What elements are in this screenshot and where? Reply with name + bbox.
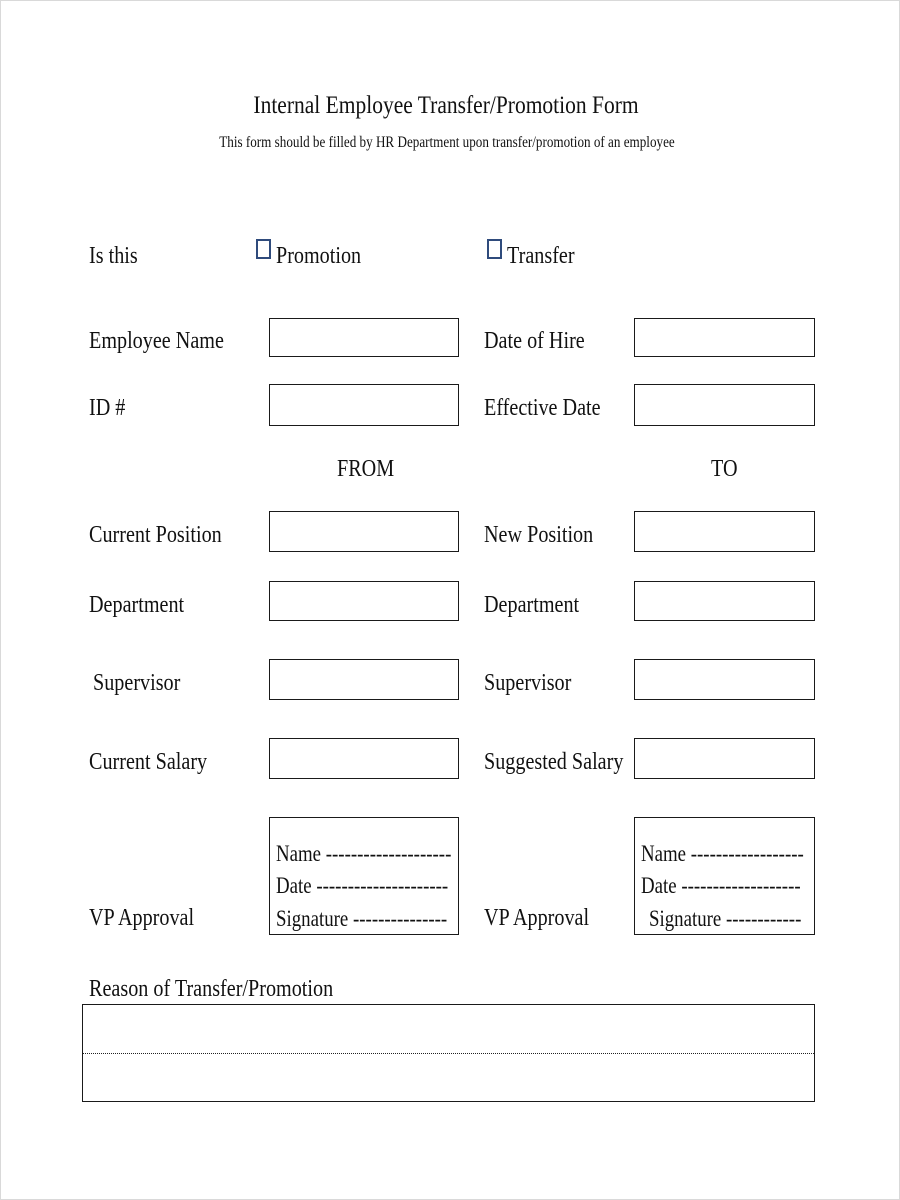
to-vp-approval-label: VP Approval [484,905,590,931]
transfer-checkbox[interactable] [487,239,502,259]
new-position-field[interactable] [634,511,815,552]
date-of-hire-label: Date of Hire [484,328,585,354]
from-vp-approval-box[interactable] [269,817,459,935]
employee-name-label: Employee Name [89,328,224,354]
suggested-salary-field[interactable] [634,738,815,779]
effective-date-field[interactable] [634,384,815,426]
current-department-field[interactable] [269,581,459,621]
form-subtitle: This form should be filled by HR Department upon transfer/promotion of an employee [219,134,675,151]
new-supervisor-field[interactable] [634,659,815,700]
to-approval-date-line: Date ------------------- [641,873,801,898]
transfer-option-label: Transfer [507,243,575,269]
current-salary-field[interactable] [269,738,459,779]
to-heading: TO [711,456,738,482]
id-field[interactable] [269,384,459,426]
new-supervisor-label: Supervisor [484,670,572,696]
from-heading: FROM [337,456,395,482]
form-title: Internal Employee Transfer/Promotion Form [253,92,639,119]
reason-line-1[interactable] [83,1005,814,1054]
reason-label: Reason of Transfer/Promotion [89,976,334,1002]
current-salary-label: Current Salary [89,749,208,775]
date-of-hire-field[interactable] [634,318,815,357]
to-approval-signature-line: Signature ------------ [649,906,802,931]
id-label: ID # [89,395,126,421]
from-vp-approval-label: VP Approval [89,905,195,931]
from-approval-name-line: Name -------------------- [276,841,452,866]
reason-field[interactable] [82,1004,815,1102]
current-supervisor-field[interactable] [269,659,459,700]
employee-name-field[interactable] [269,318,459,357]
promotion-checkbox[interactable] [256,239,271,259]
new-position-label: New Position [484,522,594,548]
effective-date-label: Effective Date [484,395,601,421]
from-approval-signature-line: Signature --------------- [276,906,448,931]
current-department-label: Department [89,592,185,618]
from-approval-date-line: Date --------------------- [276,873,449,898]
suggested-salary-label: Suggested Salary [484,749,624,775]
type-label: Is this [89,243,138,269]
current-supervisor-label: Supervisor [93,670,181,696]
new-department-label: Department [484,592,580,618]
to-vp-approval-box[interactable] [634,817,815,935]
current-position-field[interactable] [269,511,459,552]
promotion-option-label: Promotion [276,243,362,269]
new-department-field[interactable] [634,581,815,621]
reason-line-2[interactable] [83,1054,814,1102]
to-approval-name-line: Name ------------------ [641,841,804,866]
current-position-label: Current Position [89,522,222,548]
